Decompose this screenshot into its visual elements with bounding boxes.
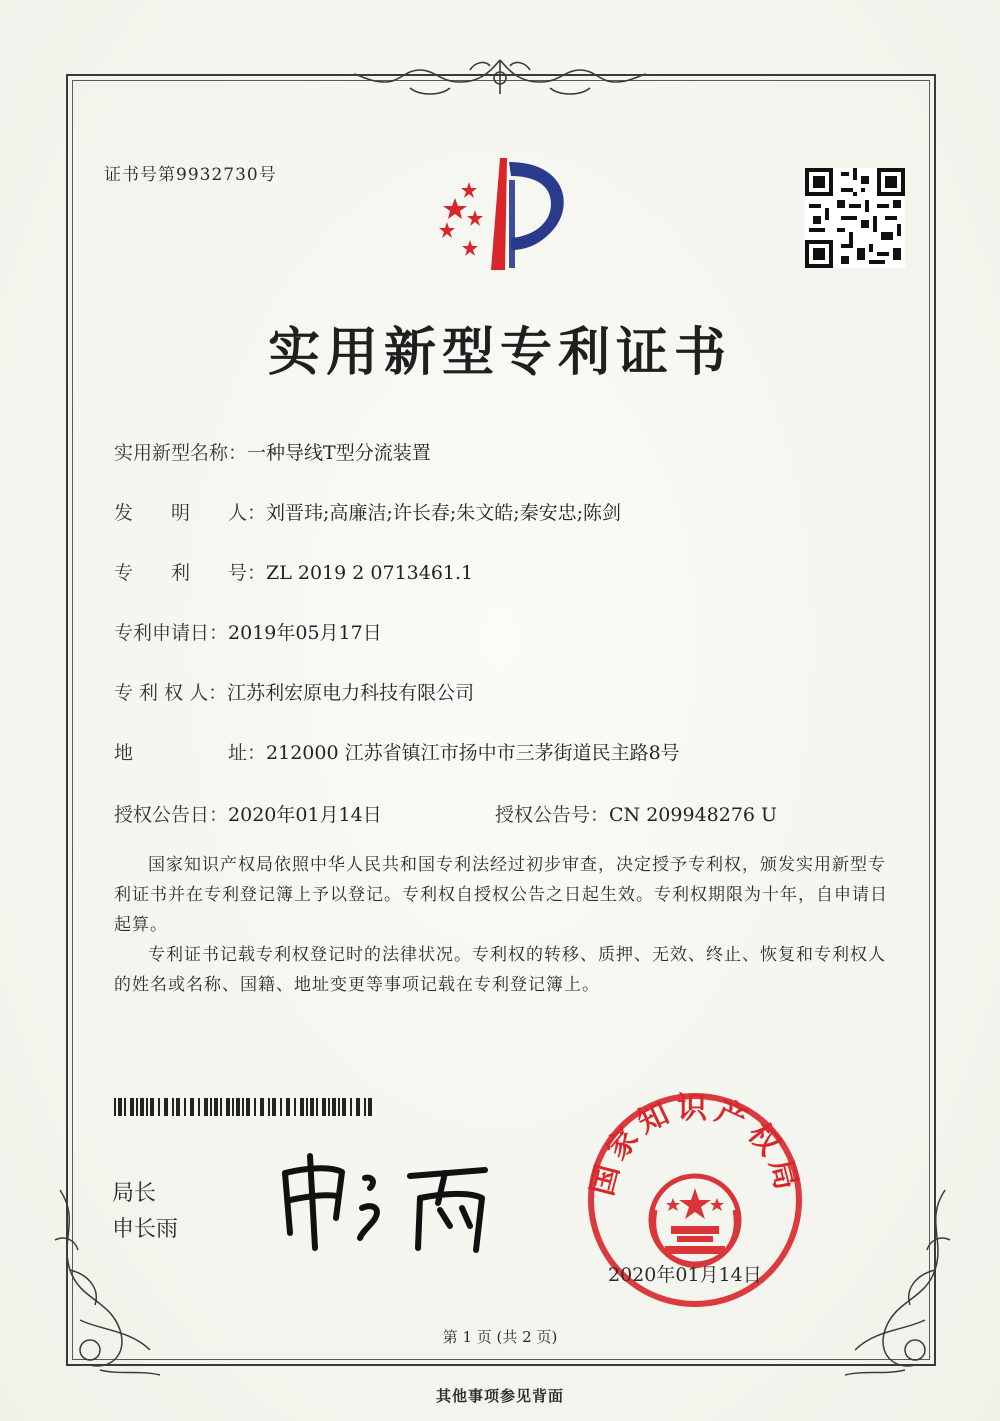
address-label: 地 址： (114, 742, 267, 764)
patent-number-row (114, 558, 473, 585)
filing-date-row (114, 618, 382, 645)
footer-note: 其他事项参见背面 (435, 1387, 564, 1405)
grant-number-label: 授权公告号： (495, 804, 610, 826)
inventor-row (114, 498, 621, 525)
director-name: 申长雨 (112, 1217, 179, 1242)
grant-date-label: 授权公告日： (114, 804, 229, 826)
barcode-icon (114, 1098, 378, 1116)
legal-paragraph-2: 专利证书记载专利权登记时的法律状况。专利权的转移、质押、无效、终止、恢复和专利权人的姓名或名称、国籍、地址变更等事项记载在专利登记簿上。 (114, 945, 886, 995)
seal-date: 2020年01月14日 (608, 1264, 762, 1286)
patent-number-label: 专 利 号： (114, 562, 267, 584)
grant-number-row (495, 800, 777, 827)
certificate-number: 证书号第9932730号 (104, 165, 277, 185)
bottom-right-ornament-icon (835, 1180, 965, 1380)
filing-date-value: 2019年05月17日 (228, 622, 382, 644)
director-title: 局长 (112, 1181, 157, 1206)
address-value: 212000 江苏省镇江市扬中市三茅街道民主路8号 (266, 742, 680, 764)
grant-number-value: CN 209948276 U (609, 804, 778, 826)
director-signature-icon (270, 1148, 500, 1258)
top-ornament-icon (350, 52, 650, 102)
legal-paragraph-1: 国家知识产权局依照中华人民共和国专利法经过初步审查，决定授予专利权，颁发实用新型专利证书并在专利登记簿上予以登记。专利权自授权公告之日起生效。专利权期限为十年，自申请日起算。 (114, 855, 888, 935)
utility-name-value: 一种导线T型分流装置 (247, 442, 431, 464)
inventor-label: 发 明 人： (114, 502, 267, 524)
seal-text: 国家知识产权局 (585, 1091, 805, 1200)
address-row (114, 738, 680, 765)
utility-name-label: 实用新型名称： (114, 442, 248, 464)
inventor-value: 刘晋玮;高廉洁;许长春;朱文皓;秦安忠;陈剑 (266, 502, 622, 524)
patent-office-logo-icon (425, 150, 585, 275)
patent-number-value: ZL 2019 2 0713461.1 (266, 562, 474, 584)
grant-date-row (114, 800, 382, 827)
filing-date-label: 专利申请日： (114, 622, 229, 644)
svg-text:国家知识产权局 (585, 1091, 805, 1199)
patentee-value: 江苏利宏原电力科技有限公司 (227, 682, 475, 704)
certificate-title: 实用新型专利证书 (267, 323, 732, 383)
qr-code-icon (805, 168, 905, 268)
page-number: 第 1 页 (共 2 页) (442, 1328, 558, 1346)
patentee-label: 专 利 权 人： (114, 682, 228, 704)
utility-name-row (114, 438, 431, 465)
grant-date-value: 2020年01月14日 (228, 804, 382, 826)
bottom-left-ornament-icon (40, 1180, 170, 1380)
patentee-row (114, 678, 474, 705)
